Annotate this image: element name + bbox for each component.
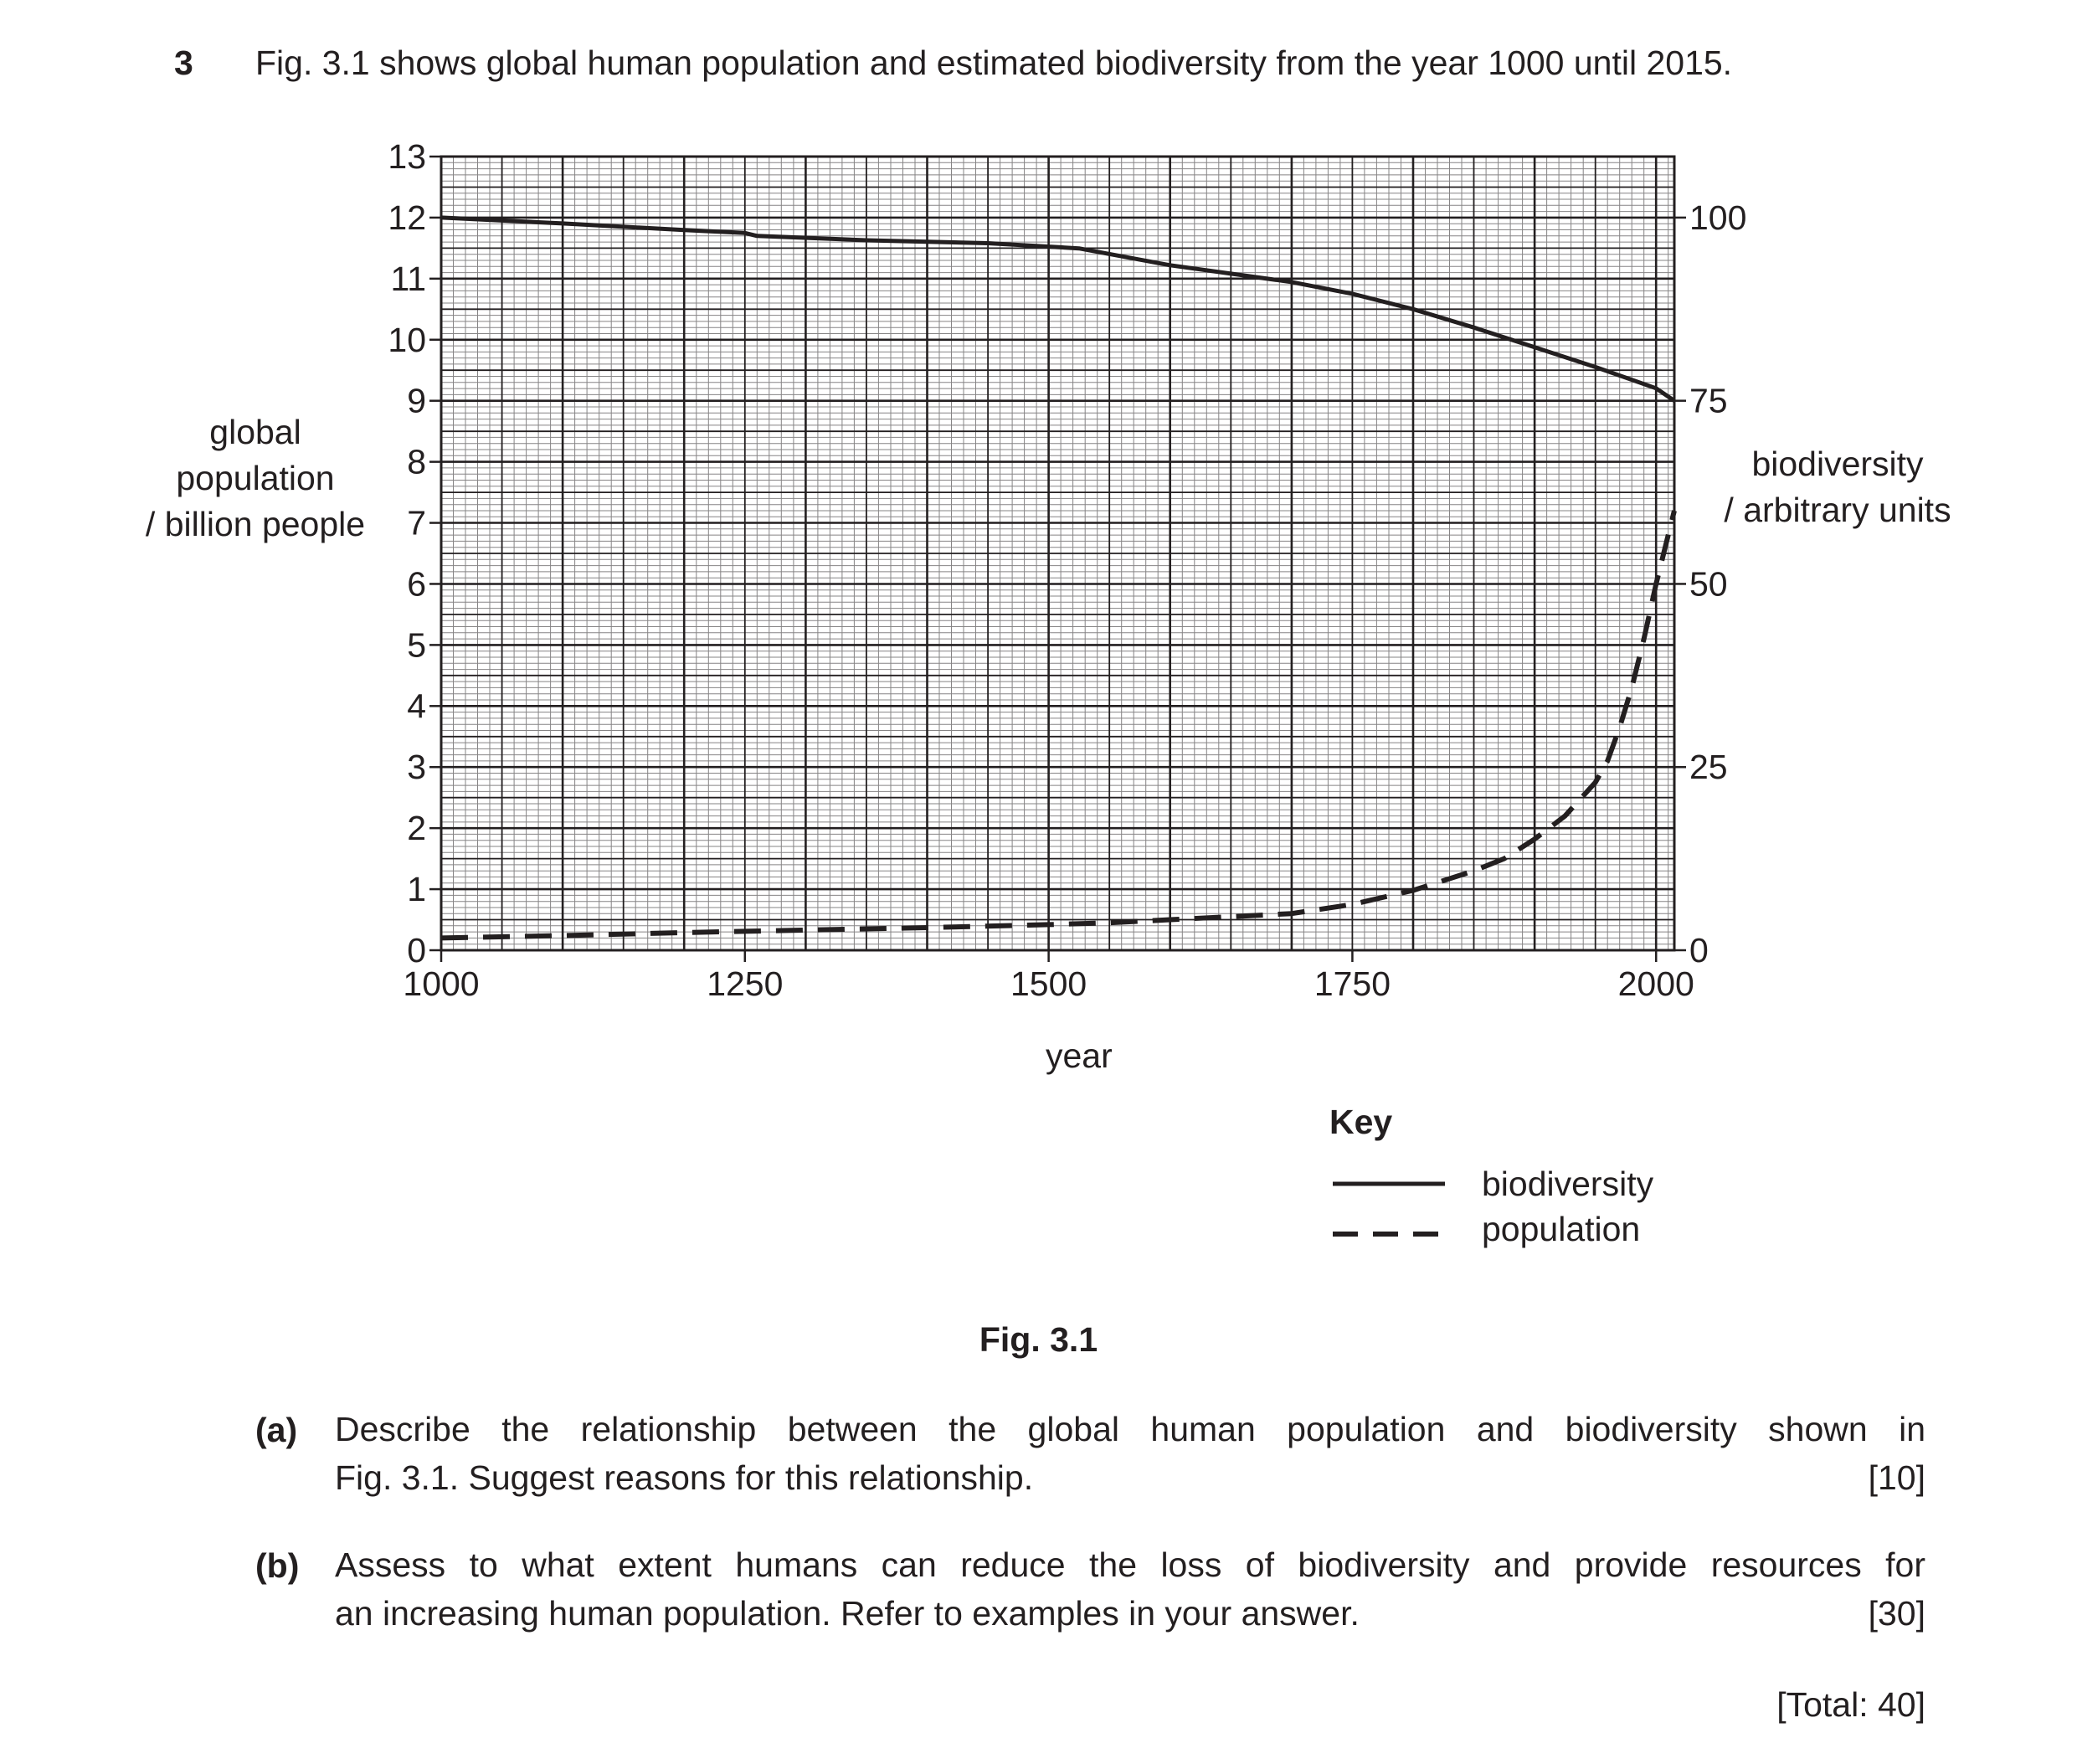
part-a-marks: [10] [1868, 1458, 1925, 1497]
x-tick-label: 2000 [1617, 964, 1694, 1003]
y-left-axis-title: global [209, 413, 301, 451]
y-right-tick-label: 0 [1689, 931, 1709, 969]
x-tick-label: 1500 [1010, 964, 1087, 1003]
y-left-tick-label: 8 [407, 442, 426, 481]
y-left-tick-label: 7 [407, 503, 426, 543]
x-axis-title: year [1046, 1036, 1113, 1075]
y-right-tick-label: 50 [1689, 564, 1728, 604]
y-left-tick-label: 9 [407, 381, 426, 420]
part-b-marks: [30] [1868, 1594, 1925, 1633]
part-b-text-line1: Assess to what extent humans can reduce the loss of biodiversity and provide resources for [335, 1545, 1925, 1584]
y-left-tick-label: 6 [407, 564, 426, 604]
chart-grid [441, 157, 1674, 950]
y-left-axis-title: population [176, 459, 335, 497]
x-tick-label: 1250 [707, 964, 784, 1003]
part-a-text-line2: Fig. 3.1. Suggest reasons for this relationship. [335, 1458, 1034, 1497]
total-marks: [Total: 40] [1776, 1685, 1925, 1724]
part-a-label: (a) [255, 1411, 298, 1449]
y-right-tick-label: 100 [1689, 198, 1747, 237]
x-tick-label: 1000 [403, 964, 480, 1003]
y-left-tick-label: 5 [407, 625, 426, 665]
question-number: 3 [174, 44, 193, 82]
key-biodiversity-label: biodiversity [1482, 1165, 1654, 1203]
key-title: Key [1329, 1103, 1393, 1141]
y-left-tick-label: 0 [407, 931, 426, 969]
grid-mid-lines [441, 157, 1674, 950]
part-b-label: (b) [255, 1546, 300, 1585]
question-intro: Fig. 3.1 shows global human population and estimated biodiversity from the year 1000 until 2015. [255, 44, 1733, 82]
y-left-tick-label: 4 [407, 687, 426, 726]
part-a-text-line1: Describe the relationship between the global human population and biodiversity shown in [335, 1410, 1925, 1448]
y-right-tick-label: 75 [1689, 381, 1728, 420]
y-left-tick-label: 11 [390, 259, 426, 298]
y-left-tick-label: 12 [388, 198, 426, 237]
y-left-tick-label: 2 [407, 809, 426, 848]
y-left-tick-label: 13 [388, 137, 426, 176]
y-left-tick-label: 3 [407, 748, 426, 787]
y-left-tick-label: 10 [388, 320, 426, 359]
figure-caption: Fig. 3.1 [979, 1320, 1098, 1359]
part-b-text-line2: an increasing human population. Refer to examples in your answer. [335, 1594, 1360, 1633]
key-population-label: population [1482, 1210, 1641, 1248]
y-left-axis-title: / billion people [145, 505, 366, 543]
y-right-axis-title: / arbitrary units [1724, 491, 1951, 529]
x-tick-label: 1750 [1314, 964, 1391, 1003]
chart-key [1329, 1103, 1654, 1248]
y-right-axis-title: biodiversity [1751, 445, 1924, 483]
y-right-tick-label: 25 [1689, 748, 1728, 787]
y-left-tick-label: 1 [407, 870, 426, 909]
